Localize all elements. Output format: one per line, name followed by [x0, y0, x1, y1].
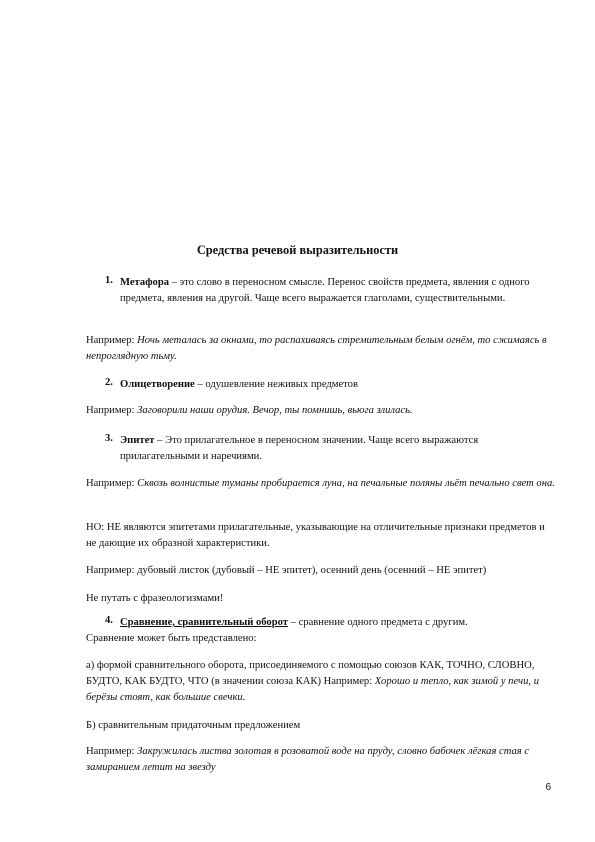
personification-definition: [120, 377, 560, 393]
comparison-b-example: [86, 744, 556, 776]
epithet-text: – Это прилагательное в переносном значении. Чаще всего выражаются прилагательными и наречиями.: [120, 435, 479, 462]
comparison-form-b: Б) сравнительным придаточным предложением: [86, 720, 301, 731]
epithet-example-text: Сквозь волнистые туманы пробирается луна, на печальные поляны льёт печально свет она.: [137, 478, 555, 489]
example-label: Например:: [86, 746, 138, 757]
example-label: Например:: [86, 478, 138, 489]
page-title: Средства речевой выразительности: [196, 243, 399, 257]
comparison-form-a: [86, 658, 556, 706]
metaphor-text: – это слово в переносном смысле. Перенос свойств предмета, явления с одного предмета, явления на другой. Чаще всего выражается глаголами, существительными.: [120, 277, 530, 304]
comparison-can-be: Сравнение может быть представлено:: [86, 633, 257, 644]
comparison-text: – сравнение одного предмета с другим.: [287, 617, 468, 628]
comparison-b-example-text: Закружилась листва золотая в розоватой воде на пруду, словно бабочек лёгкая стая с замиранием летит на звезду: [86, 746, 530, 773]
personification-example-text: Заговорили наши орудия. Вечор, ты помнишь, вьюга злилась.: [137, 405, 413, 416]
phraseology-warning: Не путать с фразеологизмами!: [86, 593, 224, 604]
comparison-a-text: а) формой сравнительного оборота, присоединяемого с помощью союзов КАК, ТОЧНО, СЛОВНО, БУДТО, КАК БУДТО, ЧТО (в значении союза КАК) Например:: [86, 660, 535, 687]
metaphor-example-text: Ночь металась за окнами, то распахиваясь стремительным белым огнём, то сжимаясь в непроглядную тьму.: [86, 335, 547, 362]
example-label: Например:: [86, 405, 138, 416]
metaphor-example: [86, 333, 556, 365]
page-number: 6: [545, 782, 551, 793]
metaphor-definition: [120, 275, 560, 307]
personification-term: Олицетворение: [120, 379, 195, 390]
comparison-definition: [120, 615, 560, 631]
epithet-note-example: Например: дубовый листок (дубовый – НЕ эпитет), осенний день (осенний – НЕ эпитет): [86, 565, 487, 576]
personification-text: – одушевление неживых предметов: [194, 379, 358, 390]
item-number-1: 1.: [105, 275, 113, 286]
epithet-note: НО: НЕ являются эпитетами прилагательные, указывающие на отличительные признаки предметов и не дающие их образной характеристики.: [86, 522, 545, 549]
example-label: Например:: [86, 335, 138, 346]
epithet-term: Эпитет: [120, 435, 155, 446]
metaphor-term: Метафора: [120, 277, 170, 288]
item-number-2: 2.: [105, 377, 113, 388]
epithet-definition: [120, 433, 560, 465]
personification-example: [86, 403, 556, 419]
epithet-example: [86, 476, 556, 492]
comparison-a-example: Хорошо и тепло, как зимой у печи, и берёзы стоят, как большие свечки.: [86, 676, 539, 703]
comparison-term: Сравнение, сравнительный оборот: [120, 617, 288, 628]
item-number-4: 4.: [105, 615, 113, 626]
item-number-3: 3.: [105, 433, 113, 444]
